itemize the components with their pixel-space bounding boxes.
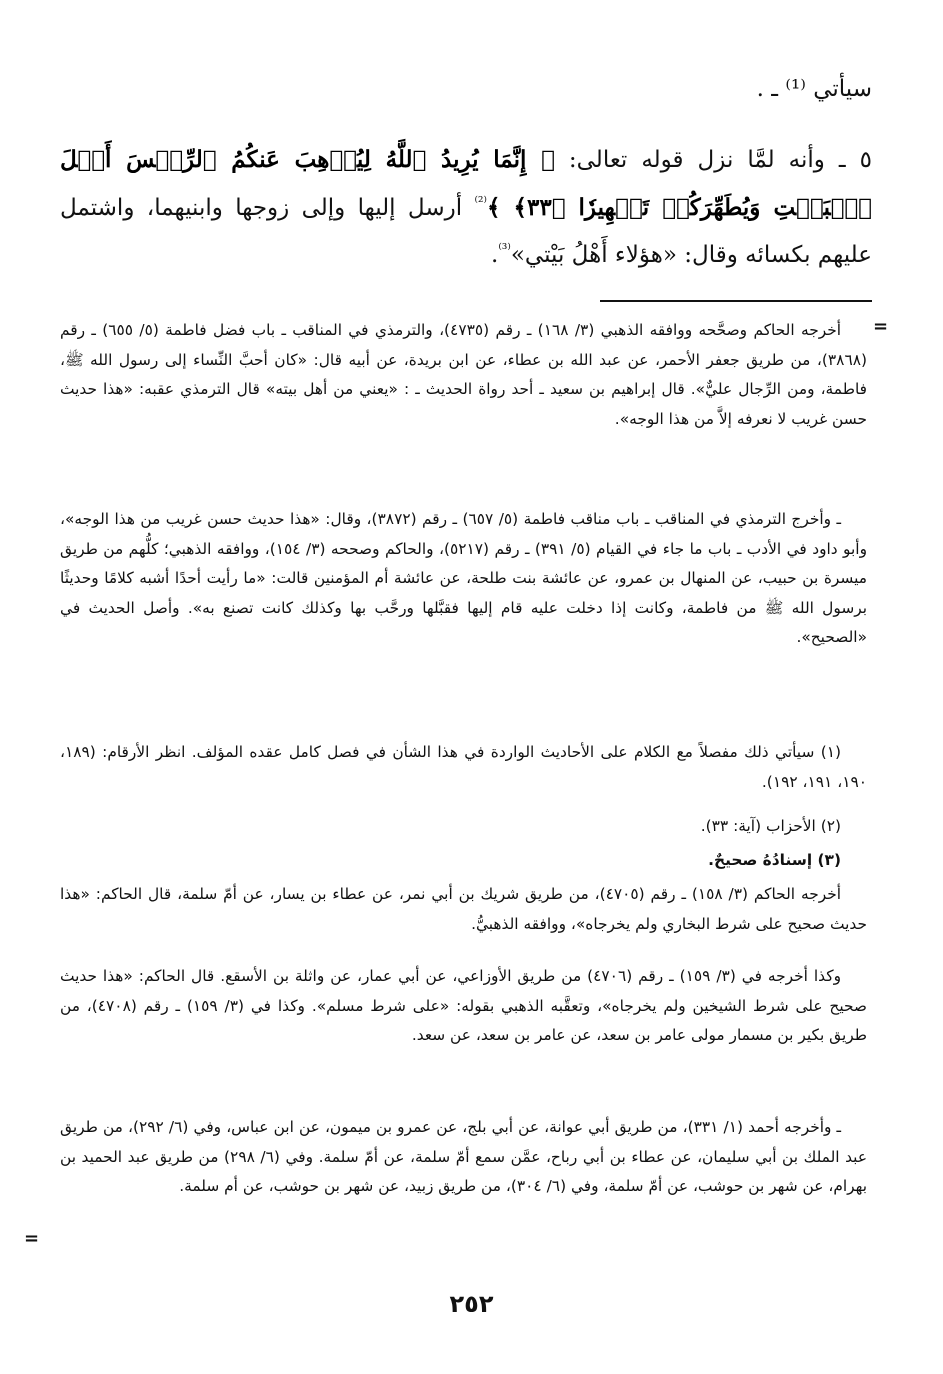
footnote-3-paragraph-2: وكذا أخرجه في (٣/ ١٥٩) ـ رقم (٤٧٠٦) من طريق الأوزاعي، عن أبي عمار، عن واثلة بن الأسقع. قال الحاكم: «هذا حديث صحيح على شرط الشيخين ولم يخرجاه»، وتعقَّبه الذهبي بقوله: «على شرط مسلم». وكذا في (٣/ ١٥٩) ـ رقم (٤٧٠٨)، من طريق بكير بن مسمار مولى عامر بن سعد، عن عامر بن سعد، عن سعد. [60,967,868,1044]
main-paragraph-5 [60,136,872,279]
footnote-paragraph-1: أخرجه الحاكم وصحَّحه ووافقه الذهبي (٣/ ١٦٨) ـ رقم (٤٧٣٥)، والترمذي في المناقب ـ باب فضل فاطمة (٥/ ٦٥٥) ـ رقم (٣٨٦٨)، من طريق جعفر الأحمر، عن عبد الله بن عطاء، عن ابن بريدة، عن أبيه قال: «كان أحبَّ النِّساء إلى رسول الله ﷺ، فاطمة، ومن الرِّجال عليٌّ». قال إبراهيم بن سعيد ـ أحد رواة الحديث ـ : «يعني من أهل بيته» قال الترمذي عقبه: «هذا حديث حسن غريب لا نعرفه إلاَّ من هذا الوجه». [60,321,867,428]
footnote-continuation-mark: = [873,316,889,337]
para5-end: . [491,242,499,268]
page-number: ٢٥٢ [449,1290,494,1318]
footnote-2: (٢) الأحزاب (آية: ٣٣). [700,817,841,835]
footnote-3: (٣) إسنادُهُ صحيحٌ. [708,851,841,869]
footnote-3-paragraph-1: أخرجه الحاكم (٣/ ١٥٨) ـ رقم (٤٧٠٥)، من طريق شريك بن أبي نمر، عن عطاء بن يسار، عن أمّ سلمة، قال الحاكم: «هذا حديث صحيح على شرط البخاري ولم يخرجاه»، ووافقه الذهبيُّ. [60,885,867,933]
main-text-continuation [60,66,872,112]
footnote-1: (١) سيأتي ذلك مفصلاً مع الكلام على الأحاديث الواردة في هذا الشأن في فصل كامل عقده المؤلف. انظر الأرقام: (١٨٩، ١٩٠، ١٩١، ١٩٢). [60,743,867,791]
footnote-ref-2: ⁽²⁾ [474,194,487,211]
footnote-paragraph-2: ـ وأخرج الترمذي في المناقب ـ باب مناقب فاطمة (٥/ ٦٥٧) ـ رقم (٣٨٧٢)، وقال: «هذا حديث حسن غريب من هذا الوجه»، وأبو داود في الأدب ـ باب ما جاء في القيام (٥/ ٣٩١) ـ رقم (٥٢١٧)، والحاكم وصححه (٣/ ١٥٤)، ووافقه الذهبي؛ كلُّهم من طريق ميسرة بن حبيب، عن المنهال بن عمرو، عن عائشة بنت طلحة، عن عائشة أم المؤمنين قالت: «ما رأيت أحدًا أشبه كلامًا وحديثًا برسول الله ﷺ من فاطمة، وكانت إذا دخلت عليه قام إليها فقبَّلها ورحَّب بها وكذلك كانت تصنع به». وأصل الحديث في «الصحيح». [60,510,867,646]
quran-verse: ﴿ إِنَّمَا يُرِيدُ ٱللَّهُ لِيُذۡهِبَ عَنكُمُ ٱلرِّجۡسَ أَهۡلَ ٱلۡبَيۡتِ وَيُطَهِّرَكُمۡ تَطۡهِيرٗا ﴿٣٣﴾ ﴾ [60,146,872,221]
para5-rest: أرسل إليها وإلى زوجها وابنيهما، واشتمل عليهم بكسائه وقال: «هؤلاء أَهْلُ بَيْتي» [60,195,872,268]
continuation-text: سيأتي ⁽¹⁾ ـ . [756,76,872,102]
footnote-divider [600,300,872,302]
para5-intro: ٥ ـ وأنه لمَّا نزل قوله تعالى: [554,147,872,173]
footnote-end-mark: = [24,1228,40,1249]
footnote-3-paragraph-3: ـ وأخرجه أحمد (١/ ٣٣١)، من طريق أبي عوانة، عن أبي بلج، عن عمرو بن ميمون، عن ابن عباس، وفي (٦/ ٢٩٢)، من طريق عبد الملك بن أبي سليمان، عن عطاء بن أبي رباح، عمَّن سمع أمّ سلمة، عن أمّ سلمة. وفي (٦/ ٢٩٨) من طريق عبد الحميد بن بهرام، عن شهر بن حوشب، عن أمّ سلمة، وفي (٦/ ٣٠٤)، من طريق زبيد، عن شهر بن حوشب، عن أم سلمة. [60,1118,868,1195]
footnote-ref-3: ⁽³⁾ [498,241,511,258]
